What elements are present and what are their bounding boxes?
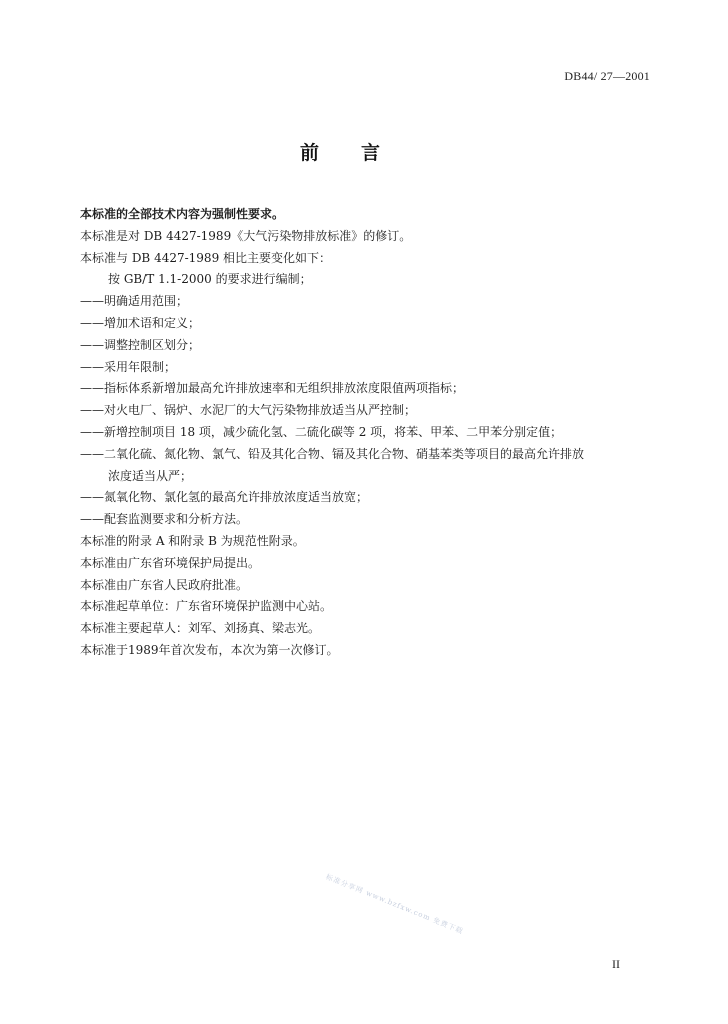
text-line-change-format: 按 GB/T 1.1-2000 的要求进行编制； bbox=[108, 272, 312, 287]
text-line-change-new-items: ——新增控制项目 18 项，减少硫化氢、二硫化碳等 2 项，将苯、甲苯、二甲苯分别定值； bbox=[80, 424, 563, 439]
text-line-drafters: 本标准主要起草人：刘军、刘扬真、梁志光。 bbox=[80, 621, 321, 636]
text-line-change-indicators: ——指标体系新增加最高允许排放速率和无组织排放浓度限值两项指标； bbox=[80, 381, 465, 396]
text-line-change-terms: ——增加术语和定义； bbox=[80, 315, 201, 330]
text-line-drafting-unit: 本标准起草单位：广东省环境保护监测中心站。 bbox=[80, 599, 333, 614]
foreword-body bbox=[80, 204, 660, 662]
text-line-approver: 本标准由广东省人民政府批准。 bbox=[80, 577, 249, 592]
text-line-revision: 本标准是对 DB 4427-1989《大气污染物排放标准》的修订。 bbox=[80, 228, 412, 243]
text-line-annexes: 本标准的附录 A 和附录 B 为规范性附录。 bbox=[80, 533, 305, 548]
page-number: II bbox=[612, 957, 620, 971]
text-line-proposer: 本标准由广东省环境保护局提出。 bbox=[80, 555, 261, 570]
text-line-change-stricter: ——二氧化硫、氮化物、氯气、铅及其化合物、镉及其化合物、硝基苯类等项目的最高允许排放 bbox=[80, 446, 585, 461]
text-line-changes-intro: 本标准与 DB 4427-1989 相比主要变化如下： bbox=[80, 250, 332, 265]
text-line-change-power-plants: ——对火电厂、锅炉、水泥厂的大气污染物排放适当从严控制； bbox=[80, 403, 417, 418]
text-line-change-stricter-cont: 浓度适当从严； bbox=[108, 468, 193, 483]
text-line-mandatory: 本标准的全部技术内容为强制性要求。 bbox=[80, 207, 285, 221]
text-line-change-zones: ——调整控制区划分； bbox=[80, 337, 201, 352]
page-title: 前言 bbox=[299, 142, 422, 164]
text-line-change-relaxed: ——氮氧化物、氯化氢的最高允许排放浓度适当放宽； bbox=[80, 490, 369, 505]
text-line-history: 本标准于1989年首次发布，本次为第一次修订。 bbox=[80, 642, 339, 657]
text-line-change-monitoring: ——配套监测要求和分析方法。 bbox=[80, 512, 249, 527]
text-line-change-years: ——采用年限制； bbox=[80, 359, 177, 374]
standard-code: DB44/ 27—2001 bbox=[564, 69, 650, 83]
watermark: 标准分享网 www.bzfxw.com 免费下载 bbox=[324, 872, 465, 936]
text-line-change-scope: ——明确适用范围； bbox=[80, 294, 189, 309]
